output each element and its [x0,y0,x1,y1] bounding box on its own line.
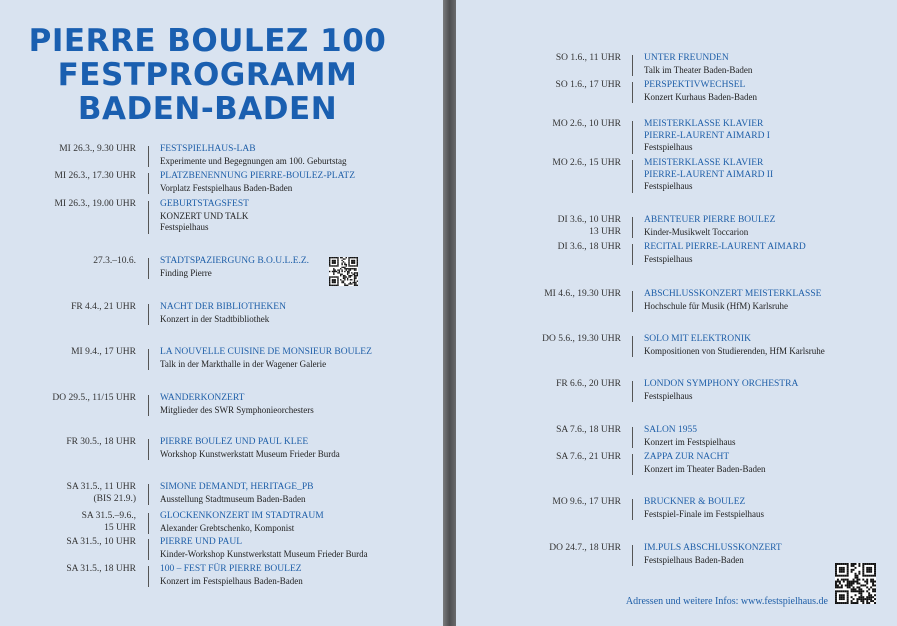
event-title: PLATZBENENNUNG PIERRE-BOULEZ-PLATZ [160,171,356,181]
event-date-line: MI 4.6., 19.30 UHR [544,289,621,299]
event-title: WANDERKONZERT [160,393,245,403]
event-details [644,80,884,103]
event-description: Konzert im Festspielhaus [644,436,736,447]
event-divider [632,244,633,265]
event-date-line: DO 24.7., 18 UHR [549,543,621,553]
event-details [160,347,400,370]
event-details [160,564,400,587]
event-description: Konzert im Theater Baden-Baden [644,463,766,474]
event-description: Talk im Theater Baden-Baden [644,64,753,75]
event-divider [148,513,149,534]
event-date-line: MO 9.6., 17 UHR [552,497,621,507]
event-title: FESTSPIELHAUS-LAB [160,144,256,154]
event-details [644,158,884,193]
qr-code-stadtspaziergung[interactable] [329,257,358,286]
event-date-line: FR 30.5., 18 UHR [66,437,136,447]
event-title: PIERRE-LAURENT AIMARD I [644,130,770,141]
event-details [160,482,400,505]
event-date [501,53,621,65]
event-date-line: MO 2.6., 15 UHR [552,158,621,168]
event-details [160,199,400,234]
event-details [160,144,400,167]
event-description: Konzert in der Stadtbibliothek [160,313,270,324]
event-title: PIERRE BOULEZ UND PAUL KLEE [160,437,309,447]
event-title: PERSPEKTIVWECHSEL [644,80,746,90]
event-description: Hochschule für Musik (HfM) Karlsruhe [644,300,788,311]
event-date [6,393,136,405]
event-title: ABENTEUER PIERRE BOULEZ [644,215,776,225]
event-divider [148,258,149,279]
event-date-line: SA 31.5., 18 UHR [66,564,136,574]
event-date [501,242,621,254]
event-divider [632,499,633,520]
event-date [6,537,136,549]
event-date-line: MO 2.6., 10 UHR [552,119,621,129]
event-description: Vorplatz Festspielhaus Baden-Baden [160,182,293,193]
event-description: Workshop Kunstwerkstatt Museum Frieder Burda [160,448,340,459]
event-details [644,289,884,312]
event-divider [632,381,633,402]
event-date-line: 15 UHR [104,522,136,533]
event-divider [148,395,149,416]
event-title: PIERRE UND PAUL [160,537,242,547]
event-divider [632,291,633,312]
event-date [501,425,621,437]
event-title: MEISTERKLASSE KLAVIER [644,158,764,168]
event-date [6,199,136,211]
event-details [644,334,884,357]
event-description: Kinder-Musikwelt Toccarion [644,226,749,237]
event-details [644,242,884,265]
event-description: Alexander Grebtschenko, Komponist [160,522,295,533]
event-description: Kinder-Workshop Kunstwerkstatt Museum Frieder Burda [160,548,368,559]
event-title: LONDON SYMPHONY ORCHESTRA [644,379,799,389]
title-line-2: FESTPROGRAMM [57,57,358,93]
event-date [6,302,136,314]
event-divider [148,349,149,370]
event-date-line: MI 9.4., 17 UHR [71,347,136,357]
title-line-3: BADEN-BADEN [77,91,338,127]
event-description: Festspielhaus [644,142,693,152]
event-divider [148,173,149,194]
event-description: Festspielhaus [160,222,209,232]
event-title: ZAPPA ZUR NACHT [644,452,730,462]
event-date [501,215,621,238]
event-date-line: SA 7.6., 18 UHR [556,425,621,435]
event-title: STADTSPAZIERGUNG B.O.U.L.E.Z. [160,256,310,266]
event-description: Talk in der Markthalle in der Wagener Galerie [160,358,327,369]
event-date [6,564,136,576]
event-date-line: SO 1.6., 11 UHR [555,53,621,63]
left-page [0,0,443,626]
right-page [456,0,897,626]
event-details [644,379,884,402]
event-title: SIMONE DEMANDT, HERITAGE_PB [160,482,314,492]
qr-pattern [835,563,876,604]
event-title: 100 – FEST FÜR PIERRE BOULEZ [160,564,302,574]
event-date-line: (BIS 21.9.) [93,493,136,504]
event-details [644,425,884,448]
qr-pattern [329,257,358,286]
event-date [501,497,621,509]
event-description: Konzert im Festspielhaus Baden-Baden [160,575,303,586]
event-title: ABSCHLUSSKONZERT MEISTERKLASSE [644,289,822,299]
page-gutter [443,0,456,626]
event-date-line: MI 26.3., 9.30 UHR [59,144,136,154]
qr-code-festspielhaus[interactable] [835,563,876,604]
event-divider [148,146,149,167]
event-details [160,511,400,534]
event-date-line: DI 3.6., 18 UHR [557,242,621,252]
footer-info-link[interactable]: Adressen und weitere Infos: www.festspielhaus.de [625,596,828,607]
event-title: MEISTERKLASSE KLAVIER [644,119,764,129]
event-details [160,256,400,279]
event-divider [632,217,633,238]
event-date [6,482,136,505]
event-date [501,452,621,464]
event-divider [632,160,633,193]
event-title: GLOCKENKONZERT IM STADTRAUM [160,511,324,521]
event-details [644,215,884,238]
event-description: Kompositionen von Studierenden, HfM Karlsruhe [644,345,825,356]
event-divider [148,539,149,560]
event-date-line: SA 31.5., 10 UHR [66,537,136,547]
event-date-line: 27.3.–10.6. [93,256,136,266]
event-date-line: FR 6.6., 20 UHR [556,379,621,389]
event-divider [632,55,633,76]
event-divider [148,439,149,460]
event-date [501,80,621,92]
event-date [6,171,136,183]
event-description: Konzert Kurhaus Baden-Baden [644,91,757,102]
event-details [160,537,400,560]
event-date [501,119,621,131]
event-details [644,452,884,475]
event-divider [632,545,633,566]
title-line-1: PIERRE BOULEZ 100 [28,23,387,59]
event-description: Festspielhaus [644,390,693,401]
event-date-line: MI 26.3., 17.30 UHR [54,171,136,181]
event-details [160,393,400,416]
event-date-line: DO 5.6., 19.30 UHR [542,334,621,344]
event-divider [632,336,633,357]
event-date [501,334,621,346]
event-date [501,543,621,555]
event-description: Festspielhaus [644,253,693,264]
event-description: Finding Pierre [160,267,212,278]
event-title: UNTER FREUNDEN [644,53,729,63]
event-description: KONZERT UND TALK [160,210,249,221]
event-date [6,256,136,268]
event-date-line: DO 29.5., 11/15 UHR [52,393,136,403]
event-divider [632,454,633,475]
event-date [6,511,136,534]
event-title: RECITAL PIERRE-LAURENT AIMARD [644,242,806,252]
event-divider [148,566,149,587]
event-details [160,302,400,325]
event-description: Experimente und Begegnungen am 100. Geburtstag [160,155,347,166]
event-title: NACHT DER BIBLIOTHEKEN [160,302,286,312]
event-title: IM.PULS ABSCHLUSSKONZERT [644,543,782,553]
event-date [6,144,136,156]
event-date [6,347,136,359]
event-date-line: 13 UHR [589,226,621,237]
event-date [6,437,136,449]
event-divider [632,121,633,154]
event-date-line: DI 3.6., 10 UHR [557,215,621,225]
event-title: LA NOUVELLE CUISINE DE MONSIEUR BOULEZ [160,347,372,357]
event-date [501,289,621,301]
event-details [160,171,400,194]
event-details [644,119,884,154]
event-description: Festspielhaus [644,181,693,191]
event-divider [148,304,149,325]
event-details [160,437,400,460]
event-title: PIERRE-LAURENT AIMARD II [644,169,774,180]
event-divider [148,201,149,234]
event-title: GEBURTSTAGSFEST [160,199,249,209]
event-divider [148,484,149,505]
event-date [501,379,621,391]
event-title: BRUCKNER & BOULEZ [644,497,746,507]
event-date-line: SA 31.5., 11 UHR [66,482,136,492]
event-date-line: SA 31.5.–9.6., [81,511,136,521]
event-title: SALON 1955 [644,425,698,435]
event-details [644,53,884,76]
program-title [0,24,415,126]
event-divider [632,82,633,103]
event-divider [632,427,633,448]
event-date-line: SO 1.6., 17 UHR [555,80,621,90]
event-date-line: FR 4.4., 21 UHR [71,302,136,312]
event-details [644,497,884,520]
event-title: SOLO MIT ELEKTRONIK [644,334,751,344]
event-date [501,158,621,170]
event-description: Mitglieder des SWR Symphonieorchesters [160,404,314,415]
event-date-line: SA 7.6., 21 UHR [556,452,621,462]
event-date-line: MI 26.3., 19.00 UHR [54,199,136,209]
event-description: Festspiel-Finale im Festspielhaus [644,508,764,519]
event-description: Ausstellung Stadtmuseum Baden-Baden [160,493,306,504]
event-description: Festspielhaus Baden-Baden [644,554,744,565]
